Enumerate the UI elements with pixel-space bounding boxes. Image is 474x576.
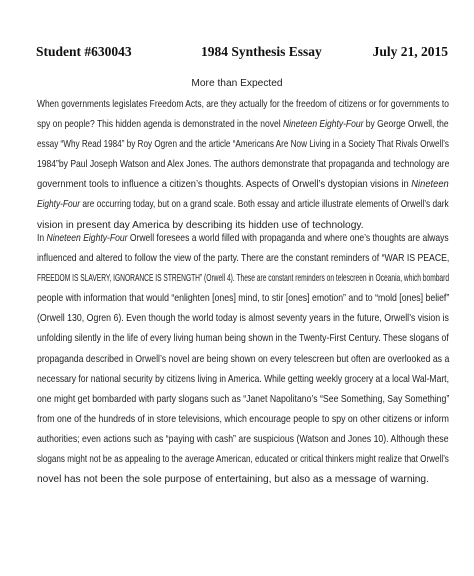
paragraph-1 <box>37 95 457 236</box>
paragraph-line: novel has not been the sole purpose of entertaining, but also as a message of warning. <box>37 474 429 486</box>
paragraph-line: influenced and altered to follow the view of the party. There are the constant reminders of “WAR IS PEACE, <box>37 253 450 265</box>
paragraph-line: from one of the hundreds of in store televisions, which encourage people to spy on other citizens or inform <box>37 413 449 425</box>
paragraph-line: necessary for national security by citizens living in America. While getting weekly grocery at a local Wal-Mart, <box>37 373 449 385</box>
essay-type: 1984 Synthesis Essay <box>201 44 322 59</box>
paragraph-2 <box>37 229 457 510</box>
paragraph-line: When governments legislates Freedom Acts, are they actually for the freedom of citizens or for governments to <box>37 99 449 110</box>
paragraph-line: In Nineteen Eighty-Four Orwell foresees a world filled with propaganda and where one’s thoughts are always <box>37 233 449 244</box>
essay-date: July 21, 2015 <box>372 44 448 59</box>
paragraph-line: (Orwell 130, Ogren 6). Even though the world today is almost seventy years in the future, Orwell’s vision is <box>37 313 449 325</box>
student-id: Student #630043 <box>36 44 132 59</box>
essay-title: More than Expected <box>191 78 283 89</box>
paragraph-line: 1984”by Paul Joseph Watson and Alex Jones. The authors demonstrate that propaganda and technology are <box>37 159 450 171</box>
paragraph-line: one might get bombarded with party slogans such as “Janet Napolitano’s “See Something, Say Something” <box>37 393 450 405</box>
paragraph-line: slogans might not be as appealing to the average American, educated or critical thinkers might realize that Orwell’s <box>37 454 449 466</box>
paragraph-line: spy on people? This hidden agenda is demonstrated in the novel Nineteen Eighty-Four by George Orwell, the <box>37 119 449 131</box>
document-header <box>36 44 448 64</box>
paragraph-line: authorities; even actions such as “paying with cash” are suspicious (Watson and Jones 10). Although these <box>37 433 449 445</box>
paragraph-line: people with information that would “enlighten [ones] mind, to stir [ones] emotion” and to “mold [ones] belief” <box>37 293 450 305</box>
paragraph-line: FREEDOM IS SLAVERY, IGNORANCE IS STRENGTH” (Orwell 4). These are constant reminders on telescreen in Oceania, which bombard <box>37 273 450 285</box>
paragraph-line: propaganda described in Orwell’s novel are being shown on every telescreen but often are overlooked as a <box>37 353 450 365</box>
paragraph-line: vision in present day America by describing its hidden use of technology. <box>37 219 364 231</box>
paragraph-line: government tools to influence a citizen’s thoughts. Aspects of Orwell’s dystopian visions in Nineteen <box>37 179 449 191</box>
paragraph-line: unfolding silently in the life of every living human being shown in the Twenty-First Century. These slogans of <box>37 333 449 345</box>
paragraph-line: essay “Why Read 1984” by Roy Ogren and the article “Americans Are Now Living in a Society That Rivals Orwell’s <box>37 139 449 151</box>
paragraph-line <box>37 490 457 510</box>
paragraph-line: Eighty-Four are occurring today, but on a grand scale. Both essay and article illustrate elements of Orwell’s dark <box>37 199 449 211</box>
